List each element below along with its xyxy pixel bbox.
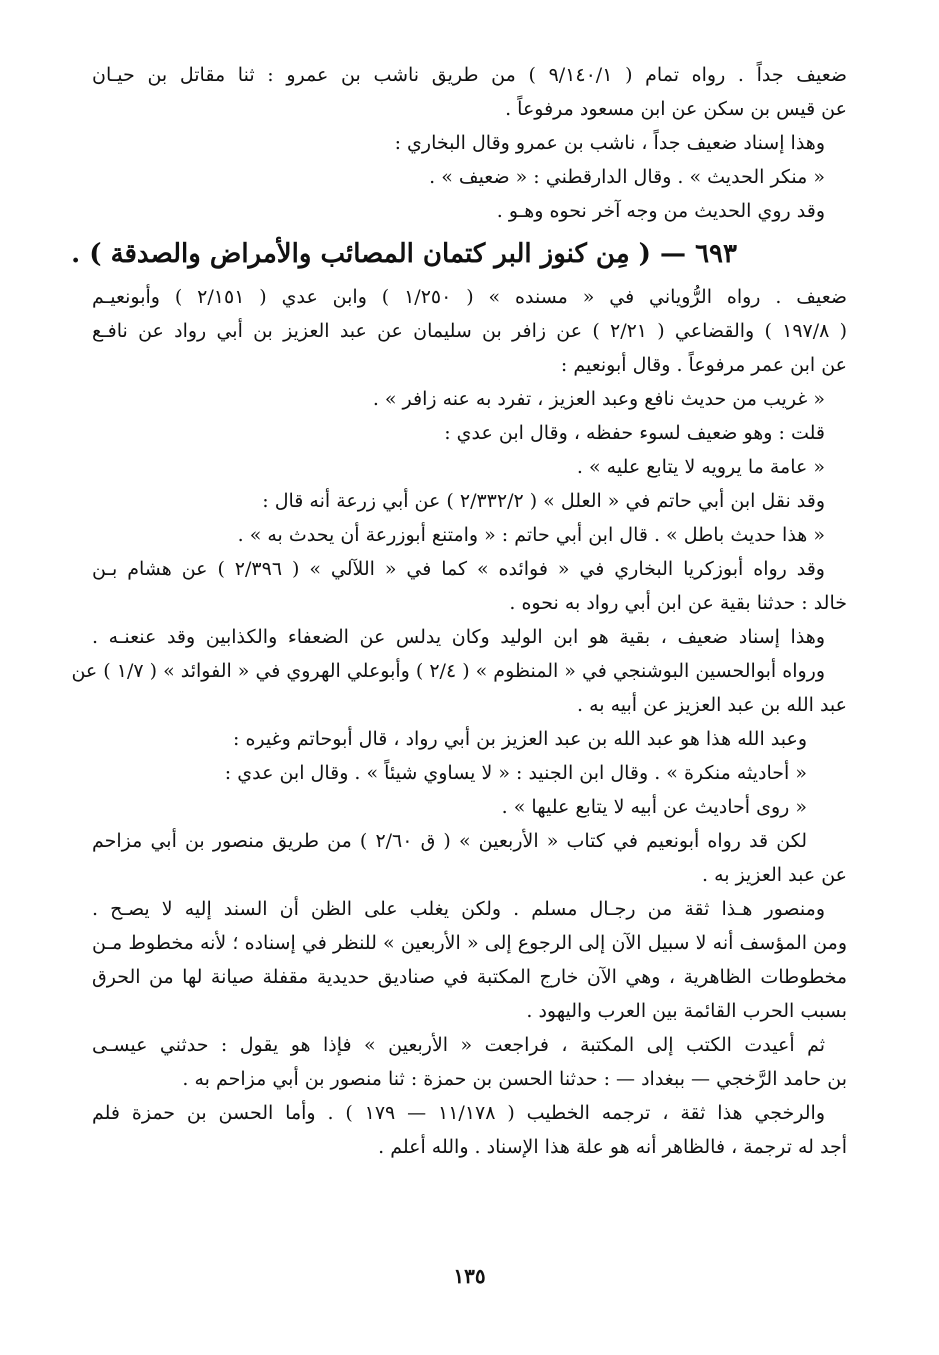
text-line: قلت : وهو ضعيف لسوء حفظه ، وقال ابن عدي : <box>444 422 825 444</box>
text-line: ضعيف جداً . رواه تمام ( ٩/١٤٠/١ ) من طريق ناشب بن عمرو : ثنا مقاتل بن حيـان <box>92 64 847 86</box>
text-line: والرخجي هذا ثقة ، ترجمه الخطيب ( ١١/١٧٨ — ١٧٩ ) . وأما الحسن بن حمزة فلم <box>92 1102 825 1124</box>
text-line: خالد : حدثنا بقية عن ابن أبي رواد به نحوه . <box>509 592 847 614</box>
text-line: عن قيس بن سكن عن ابن مسعود مرفوعاً . <box>505 98 847 120</box>
text-line: ثم أعيدت الكتب إلى المكتبة ، فراجعت « الأربعين » فإذا هو يقول : حدثني عيسـى <box>92 1034 825 1056</box>
text-line: ومن المؤسف أنه لا سبيل الآن إلى الرجوع إلى « الأربعين » للنظر في إسناده ؛ لأنه مخطوط مـن <box>92 932 847 954</box>
text-line: ومنصور هـذا ثقة من رجـال مسلم . ولكن يغلب على الظن أن السند إليه لا يصـح . <box>92 898 825 920</box>
text-line: عن ابن عمر مرفوعاً . وقال أبونعيم : <box>560 354 847 376</box>
text-line: وقد نقل ابن أبي حاتم في « العلل » ( ٢/٣٣٢/٢ ) عن أبي زرعة أنه قال : <box>262 490 825 512</box>
text-line: بن حامد الرَّخجي — ببغداد — : حدثنا الحسن بن حمزة : ثنا منصور بن أبي مزاحم به . <box>182 1068 847 1090</box>
page-number: ١٣٥ <box>453 1264 486 1288</box>
text-line: لكن قد رواه أبونعيم في كتاب « الأربعين » ( ق ٢/٦٠ ) من طريق منصور بن أبي مزاحم <box>92 830 807 852</box>
text-line: ( ١٩٧/٨ ) والقضاعي ( ٢/٢١ ) عن زافر بن سليمان عن عبد العزيز بن أبي رواد عن نافـع <box>92 320 848 342</box>
text-line: وهذا إسناد ضعيف جداً ، ناشب بن عمرو وقال البخاري : <box>394 132 825 154</box>
text-line: وقد رواه أبوزكريا البخاري في « فوائده » كما في « اللآلي » ( ٢/٣٩٦ ) عن هشام بـن <box>92 558 825 580</box>
text-line: بسبب الحرب القائمة بين العرب واليهود . <box>526 1000 847 1022</box>
text-line: وهذا إسناد ضعيف ، بقية هو ابن الوليد وكان يدلس عن الضعفاء والكذابين وقد عنعنـه . <box>92 626 825 648</box>
text-line: « أحاديثه منكرة » . وقال ابن الجنيد : « لا يساوي شيئاً » . وقال ابن عدي : <box>224 762 807 784</box>
text-line: عن عبد العزيز به . <box>701 864 847 886</box>
text-line: عبد الله بن عبد العزيز عن أبيه به . <box>577 694 847 716</box>
text-line: « منكر الحديث » . وقال الدارقطني : « ضعيف » . <box>429 166 825 188</box>
text-line: ورواه أبوالحسين البوشنجي في « المنظوم » ( ٢/٤ ) وأبوعلي الهروي في « الفوائد » ( ١/٧ ) عن <box>71 660 825 682</box>
text-line: وعبد الله هذا هو عبد الله بن عبد العزيز بن أبي رواد ، قال أبوحاتم وغيره : <box>233 728 807 750</box>
text-line: وقد روي الحديث من وجه آخر نحوه وهـو . <box>496 200 825 222</box>
text-line: ضعيف . رواه الرُّوياني في « مسنده » ( ١/٢٥٠ ) وابن عدي ( ٢/١٥١ ) وأبونعيـم <box>92 286 847 308</box>
text-line: « غريب من حديث نافع وعبد العزيز ، تفرد به عنه زافر » . <box>372 388 825 410</box>
text-line: « هذا حديث باطل » . قال ابن أبي حاتم : « وامتنع أبوزرعة أن يحدث به » . <box>237 524 825 546</box>
text-line: « روى أحاديث عن أبيه لا يتابع عليها » . <box>501 796 807 818</box>
text-line: مخطوطات الظاهرية ، وهي الآن خارج المكتبة في صناديق حديدية مقفلة صيانة لها من الحرق <box>92 966 847 988</box>
hadith-heading: ٦٩٣ — ( مِن كنوز البر كتمان المصائب والأمراض والصدقة ) . <box>71 239 737 269</box>
text-line: « عامة ما يرويه لا يتابع عليه » . <box>576 456 825 478</box>
text-line: أجد له ترجمة ، فالظاهر أنه هو علة هذا الإسناد . والله أعلم . <box>378 1136 847 1158</box>
